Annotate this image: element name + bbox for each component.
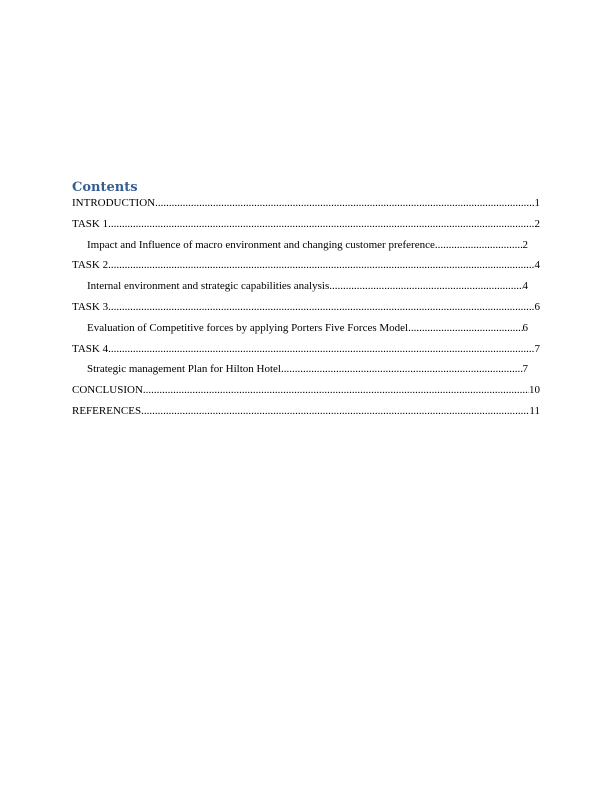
toc-entry-references[interactable] — [72, 405, 540, 426]
toc-entry-competitive-forces[interactable] — [72, 322, 528, 343]
toc-entry-internal-environment[interactable] — [72, 280, 528, 301]
toc-entry-title: Impact and Influence of macro environment and changing customer preference — [87, 238, 435, 251]
toc-entry-introduction[interactable] — [72, 197, 540, 218]
toc-dot-leader — [143, 384, 529, 397]
toc-entry-title: TASK 3 — [72, 300, 109, 313]
toc-page-number: 6 — [522, 321, 528, 334]
toc-page-number: 2 — [534, 217, 540, 230]
toc-page-number: 6 — [534, 300, 540, 313]
toc-page-number: 11 — [529, 404, 540, 417]
toc-heading: Contents — [72, 180, 138, 195]
toc-page-number: 2 — [522, 238, 528, 251]
toc-dot-leader — [108, 301, 534, 314]
toc-entry-macro-environment[interactable] — [72, 239, 528, 260]
toc-entry-task-2[interactable] — [72, 259, 540, 280]
toc-dot-leader — [281, 363, 523, 376]
toc-page-number: 4 — [522, 280, 528, 293]
toc-dot-leader — [435, 239, 523, 252]
toc-entry-conclusion[interactable] — [72, 384, 540, 405]
toc-page-number: 7 — [522, 363, 528, 376]
table-of-contents — [72, 197, 540, 426]
toc-entry-task-3[interactable] — [72, 301, 540, 322]
toc-entry-title: TASK 2 — [72, 259, 109, 272]
toc-dot-leader — [141, 405, 529, 418]
toc-entry-title: INTRODUCTION — [72, 197, 156, 209]
toc-entry-title: CONCLUSION — [72, 384, 143, 397]
toc-entry-task-4[interactable] — [72, 343, 540, 364]
toc-entry-title: Evaluation of Competitive forces by applying Porters Five Forces Model — [87, 321, 409, 334]
toc-entry-title: REFERENCES — [72, 404, 142, 417]
toc-entry-title: TASK 1 — [72, 217, 109, 230]
toc-dot-leader — [329, 280, 522, 293]
toc-dot-leader — [108, 218, 534, 231]
toc-dot-leader — [108, 343, 534, 356]
toc-entry-task-1[interactable] — [72, 218, 540, 239]
toc-entry-title: TASK 4 — [72, 342, 109, 355]
toc-entry-title: Strategic management Plan for Hilton Hotel — [87, 363, 281, 376]
toc-page-number: 7 — [534, 342, 540, 355]
toc-entry-strategic-plan[interactable] — [72, 363, 528, 384]
toc-dot-leader — [408, 322, 522, 335]
toc-dot-leader — [108, 259, 534, 272]
toc-page-number: 4 — [534, 259, 540, 272]
toc-dot-leader — [155, 197, 534, 210]
toc-entry-title: Internal environment and strategic capabilities analysis — [87, 280, 330, 293]
toc-page-number: 10 — [529, 384, 540, 397]
toc-page-number: 1 — [534, 197, 540, 209]
